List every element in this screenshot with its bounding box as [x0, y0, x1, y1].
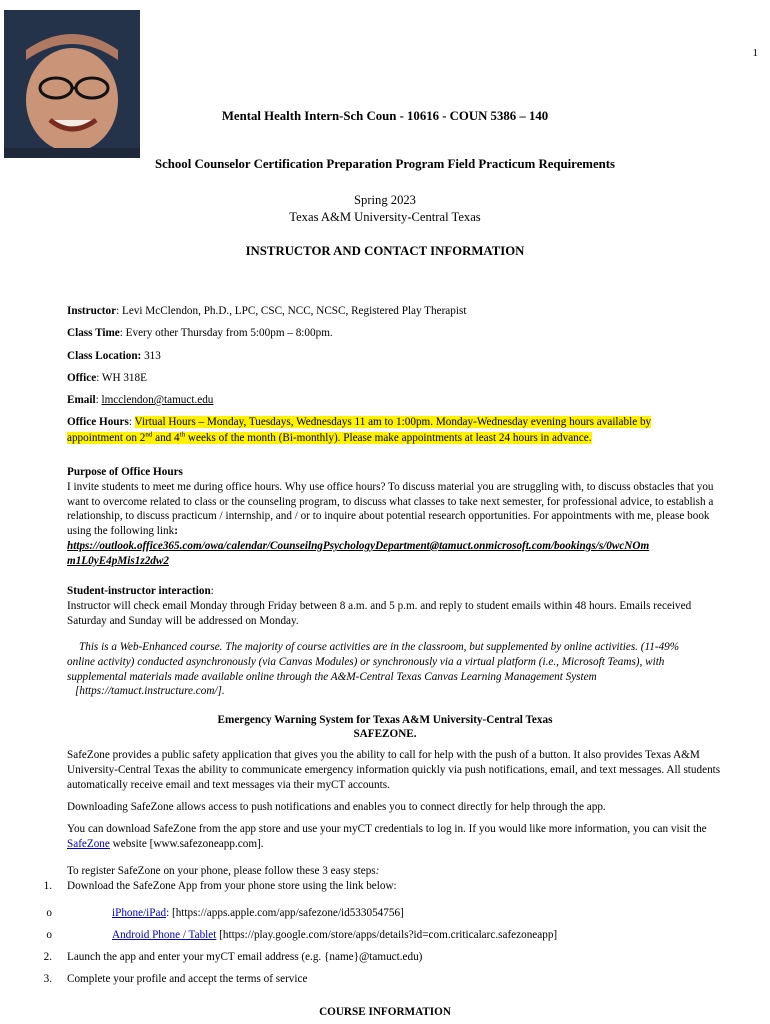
- class-location-value: 313: [141, 350, 161, 362]
- class-time-label: Class Time: [67, 327, 120, 339]
- office-hours-row2: [67, 430, 733, 446]
- program-title: School Counselor Certification Preparation Program Field Practicum Requirements: [154, 157, 616, 171]
- safezone-p3: [67, 822, 733, 852]
- step2-marker: 2.: [43, 951, 52, 963]
- booking-link-1[interactable]: https://outlook.office365.com/owa/calendar/CounseilngPsychologyDepartment@tamuct.onmicrosoft.com/bookings/s/0wcNOm: [67, 539, 650, 552]
- sub-bullet-marker: o: [46, 929, 52, 941]
- email-link[interactable]: lmcclendon@tamuct.edu: [101, 394, 214, 406]
- steps-intro-colon: :: [375, 865, 380, 877]
- safezone-title-2: SAFEZONE.: [353, 728, 417, 740]
- safezone-link[interactable]: SafeZone: [67, 837, 110, 850]
- email-label: Email: [67, 394, 96, 406]
- class-time-value: : Every other Thursday from 5:00pm – 8:00pm.: [119, 327, 333, 339]
- interaction-body: Instructor will check email Monday through Friday between 8 a.m. and 5 p.m. and reply to student emails within 48 hours. Emails received Saturday and Sunday will be addressed on Monday.: [67, 599, 692, 627]
- purpose-body-text: I invite students to meet me during office hours. Why use office hours? To discuss material you are struggling with, to discuss obstacles that you want to overcome related to class or the counseling program, to discuss what classes to take next semester, for professional advice, to establish a relationship, to discuss practicum / internship, and / or to inquire about potential research opportunities. For appointments with me, please book using the following link: [67, 480, 714, 538]
- iphone-url: : [https://apps.apple.com/app/safezone/id533054756]: [166, 907, 404, 919]
- office-hours-text-2c: weeks of the month (Bi-monthly). Please make appointments at least 24 hours in advance.: [185, 431, 592, 444]
- web-enhanced-line1: This is a Web-Enhanced course. The majority of course activities are in the classroom, but supplemented by online activities. (11-49%: [79, 641, 680, 653]
- university: Texas A&M University-Central Texas: [289, 210, 481, 224]
- android-link[interactable]: Android Phone / Tablet: [112, 929, 217, 941]
- interaction-title: Student-instructor interaction: [67, 585, 211, 597]
- office-line: [67, 371, 733, 386]
- instructor-photo: [4, 10, 140, 158]
- safezone-title-1: Emergency Warning System for Texas A&M University-Central Texas: [217, 714, 553, 726]
- safezone-p2: Downloading SafeZone allows access to push notifications and enables you to connect directly for help through the app.: [67, 801, 606, 813]
- purpose-title: Purpose of Office Hours: [67, 466, 183, 478]
- steps-intro: [67, 864, 733, 879]
- sub-bullet-marker: o: [46, 907, 52, 919]
- class-location-label: Class Location:: [67, 350, 142, 362]
- steps-intro-text: To register SafeZone on your phone, please follow these 3 easy steps: [67, 865, 376, 877]
- step3-text: Complete your profile and accept the terms of service: [67, 973, 308, 985]
- step1-marker: 1.: [43, 880, 52, 892]
- web-enhanced-line2: online activity) conducted asynchronously (via Canvas Modules) or synchronously via a virtual platform (i.e., Microsoft Teams), with: [67, 655, 665, 668]
- instructor-portrait-image: [4, 10, 140, 158]
- instructor-label: Instructor: [67, 305, 117, 317]
- office-hours-text-2: [67, 429, 592, 444]
- office-hours-text-1: Virtual Hours – Monday, Tuesdays, Wednesdays 11 am to 1:00pm. Monday-Wednesday evening hours available by: [134, 416, 652, 428]
- page-number: 1: [752, 47, 758, 59]
- class-time-line: [67, 326, 733, 341]
- step2-text: Launch the app and enter your myCT email address (e.g. {name}@tamuct.edu): [67, 951, 423, 963]
- interaction-colon: :: [210, 585, 214, 597]
- instructor-line: [67, 304, 733, 319]
- course-title: Mental Health Intern-Sch Coun - 10616 - COUN 5386 – 140: [221, 109, 549, 123]
- office-hours-block: [67, 415, 733, 445]
- office-hours-row1: [67, 415, 733, 430]
- step1-text: Download the SafeZone App from your phone store using the link below:: [67, 880, 397, 892]
- android-url: [https://play.google.com/store/apps/details?id=com.criticalarc.safezoneapp]: [216, 929, 558, 941]
- class-location-line: [67, 349, 733, 364]
- office-label: Office: [67, 372, 97, 384]
- step3-marker: 3.: [43, 973, 52, 985]
- web-enhanced-line3: supplemental materials made available online through the A&M-Central Texas Canvas Learning Management System: [67, 670, 597, 683]
- web-enhanced-line4: [https://tamuct.instructure.com/].: [75, 685, 225, 698]
- booking-link-2[interactable]: m1L0yE4pMis1z2dw2: [67, 554, 169, 567]
- office-hours-sup-th: th: [179, 429, 186, 438]
- purpose-body: [67, 480, 733, 539]
- office-hours-text-2a: appointment on 2: [67, 431, 146, 444]
- safezone-p3-text-b: website [www.safezoneapp.com].: [109, 837, 264, 850]
- instructor-value: : Levi McClendon, Ph.D., LPC, CSC, NCC, NCSC, Registered Play Therapist: [116, 305, 467, 317]
- web-enhanced-note: [67, 640, 757, 699]
- safezone-p3-text-a: You can download SafeZone from the app store and use your myCT credentials to log in. If you would like more information, you can visit the: [67, 823, 707, 835]
- purpose-section: [67, 465, 733, 568]
- email-separator: :: [95, 394, 102, 406]
- purpose-colon: :: [174, 525, 178, 538]
- office-hours-label: Office Hours: [67, 416, 129, 428]
- office-hours-separator: :: [128, 416, 135, 428]
- office-hours-sup-nd: nd: [145, 429, 153, 438]
- iphone-link[interactable]: iPhone/iPad: [112, 907, 167, 919]
- office-value: : WH 318E: [96, 372, 147, 384]
- email-line: [67, 393, 733, 408]
- safezone-p1: SafeZone provides a public safety application that gives you the ability to call for help with the push of a button. It also provides Texas A&M University-Central Texas the ability to communicate emergency information quickly via push notifications, email, and text messages. All students automatically receive email and text messages via their myCT accounts.: [67, 749, 721, 791]
- term: Spring 2023: [354, 193, 416, 207]
- course-info-title: COURSE INFORMATION: [319, 1006, 451, 1018]
- section-title-instructor: INSTRUCTOR AND CONTACT INFORMATION: [245, 244, 525, 258]
- office-hours-text-2b: and 4: [152, 431, 180, 444]
- interaction-section: [67, 584, 733, 628]
